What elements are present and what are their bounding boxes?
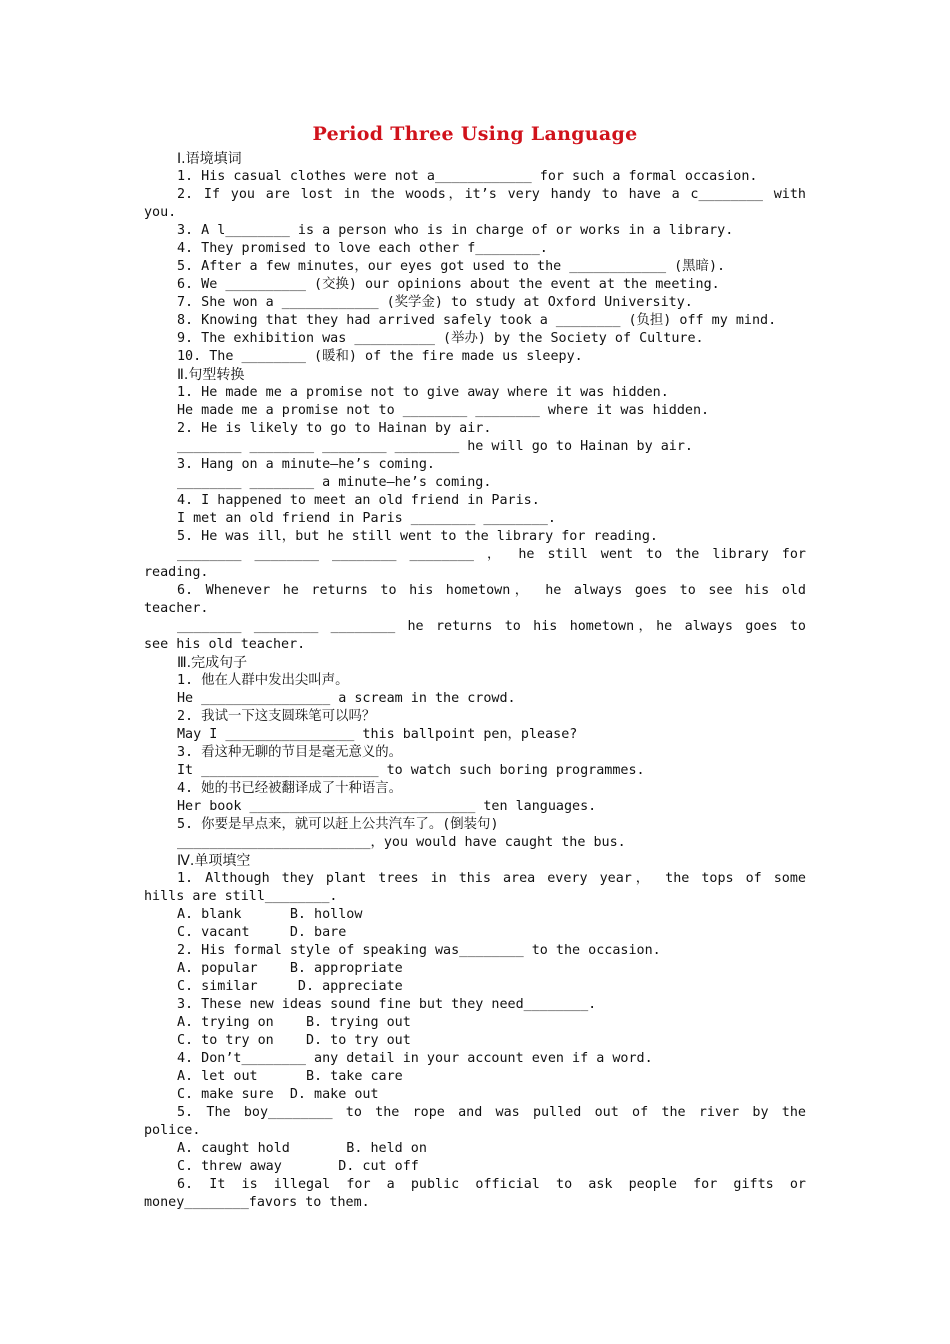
text-line: 5. The boy________ to the rope and was pulled out of the river by the — [177, 1105, 806, 1120]
text-line: C. similar D. appreciate — [177, 979, 403, 994]
text-line: 4. I happened to meet an old friend in Paris. — [177, 493, 540, 508]
text-line: 4. 她的书已经被翻译成了十种语言。 — [177, 781, 403, 796]
text-line: 1. His casual clothes were not a____________ for such a formal occasion. — [177, 169, 758, 184]
text-line: money________favors to them. — [144, 1195, 370, 1210]
text-line: 2. 我试一下这支圆珠笔可以吗？ — [177, 709, 376, 724]
section-heading: Ⅳ.单项填空 — [177, 853, 251, 869]
text-line: He ________________ a scream in the crowd. — [177, 691, 516, 706]
text-line: Her book ____________________________ ten languages. — [177, 799, 597, 814]
text-line: It ______________________ to watch such boring programmes. — [177, 763, 645, 778]
text-line: teacher. — [144, 601, 209, 616]
text-line: hills are still________. — [144, 889, 338, 904]
page-title: Period Three Using Language — [312, 123, 638, 145]
text-line: A. caught hold B. held on — [177, 1141, 427, 1156]
text-line: ________ ________ ________ he returns to his hometown，he always goes to — [177, 619, 806, 634]
section-heading: Ⅱ.句型转换 — [177, 367, 245, 383]
text-line: 3. A l________ is a person who is in charge of or works in a library. — [177, 223, 734, 238]
text-line: 5. 你要是早点来，就可以赶上公共汽车了。(倒装句) — [177, 817, 499, 832]
text-line: C. to try on D. to try out — [177, 1033, 411, 1048]
text-line: 6. Whenever he returns to his hometown， he always goes to see his old — [177, 583, 806, 598]
text-line: 3. 看这种无聊的节目是毫无意义的。 — [177, 745, 403, 760]
worksheet-body — [144, 150, 806, 1212]
text-line: 8. Knowing that they had arrived safely took a ________ (负担) off my mind. — [177, 313, 777, 328]
text-line: 10. The ________ (暖和) of the fire made us sleepy. — [177, 349, 583, 364]
text-line: A. let out B. take care — [177, 1069, 403, 1084]
text-line: 4. Don’t________ any detail in your account even if a word. — [177, 1051, 653, 1066]
text-line: 2. If you are lost in the woods，it’s very handy to have a c________ with — [177, 187, 806, 202]
text-line: 7. She won a ____________ (奖学金) to study at Oxford University. — [177, 295, 693, 310]
text-line: 5. He was ill，but he still went to the library for reading. — [177, 529, 658, 544]
section-heading: Ⅲ.完成句子 — [177, 655, 248, 671]
section-heading: Ⅰ.语境填词 — [177, 151, 242, 167]
text-line: 3. Hang on a minute—he’s coming. — [177, 457, 435, 472]
text-line: C. make sure D. make out — [177, 1087, 379, 1102]
text-line: 1. 他在人群中发出尖叫声。 — [177, 673, 349, 688]
text-line: ________ ________ a minute—he’s coming. — [177, 475, 492, 490]
text-line: C. vacant D. bare — [177, 925, 347, 940]
text-line: 6. It is illegal for a public official to ask people for gifts or — [177, 1177, 806, 1192]
text-line: 2. He is likely to go to Hainan by air. — [177, 421, 492, 436]
text-line: I met an old friend in Paris ________ ________. — [177, 511, 556, 526]
worksheet-page — [144, 118, 806, 1212]
text-line: He made me a promise not to ________ ________ where it was hidden. — [177, 403, 710, 418]
text-line: ________ ________ ________ ________ he will go to Hainan by air. — [177, 439, 693, 454]
text-line: ________ ________ ________ ________ ， he still went to the library for — [177, 547, 806, 562]
text-line: 9. The exhibition was __________ (举办) by the Society of Culture. — [177, 331, 704, 346]
text-line: you. — [144, 205, 177, 220]
text-line: C. threw away D. cut off — [177, 1159, 419, 1174]
text-line: 1. He made me a promise not to give away where it was hidden. — [177, 385, 669, 400]
text-line: ________________________，you would have caught the bus. — [177, 835, 626, 850]
text-line: 5. After a few minutes，our eyes got used to the ____________ (黑暗). — [177, 259, 726, 274]
text-line: 2. His formal style of speaking was________ to the occasion. — [177, 943, 661, 958]
text-line: A. popular B. appropriate — [177, 961, 403, 976]
text-line: 6. We __________ (交换) our opinions about the event at the meeting. — [177, 277, 720, 292]
text-line: reading. — [144, 565, 209, 580]
text-line: police. — [144, 1123, 201, 1138]
text-line: 3. These new ideas sound fine but they need________. — [177, 997, 597, 1012]
text-line: A. blank B. hollow — [177, 907, 363, 922]
text-line: 4. They promised to love each other f________. — [177, 241, 548, 256]
text-line: A. trying on B. trying out — [177, 1015, 411, 1030]
text-line: see his old teacher. — [144, 637, 306, 652]
text-line: May I ________________ this ballpoint pen，please? — [177, 727, 578, 742]
text-line: 1. Although they plant trees in this area every year， the tops of some — [177, 871, 806, 886]
